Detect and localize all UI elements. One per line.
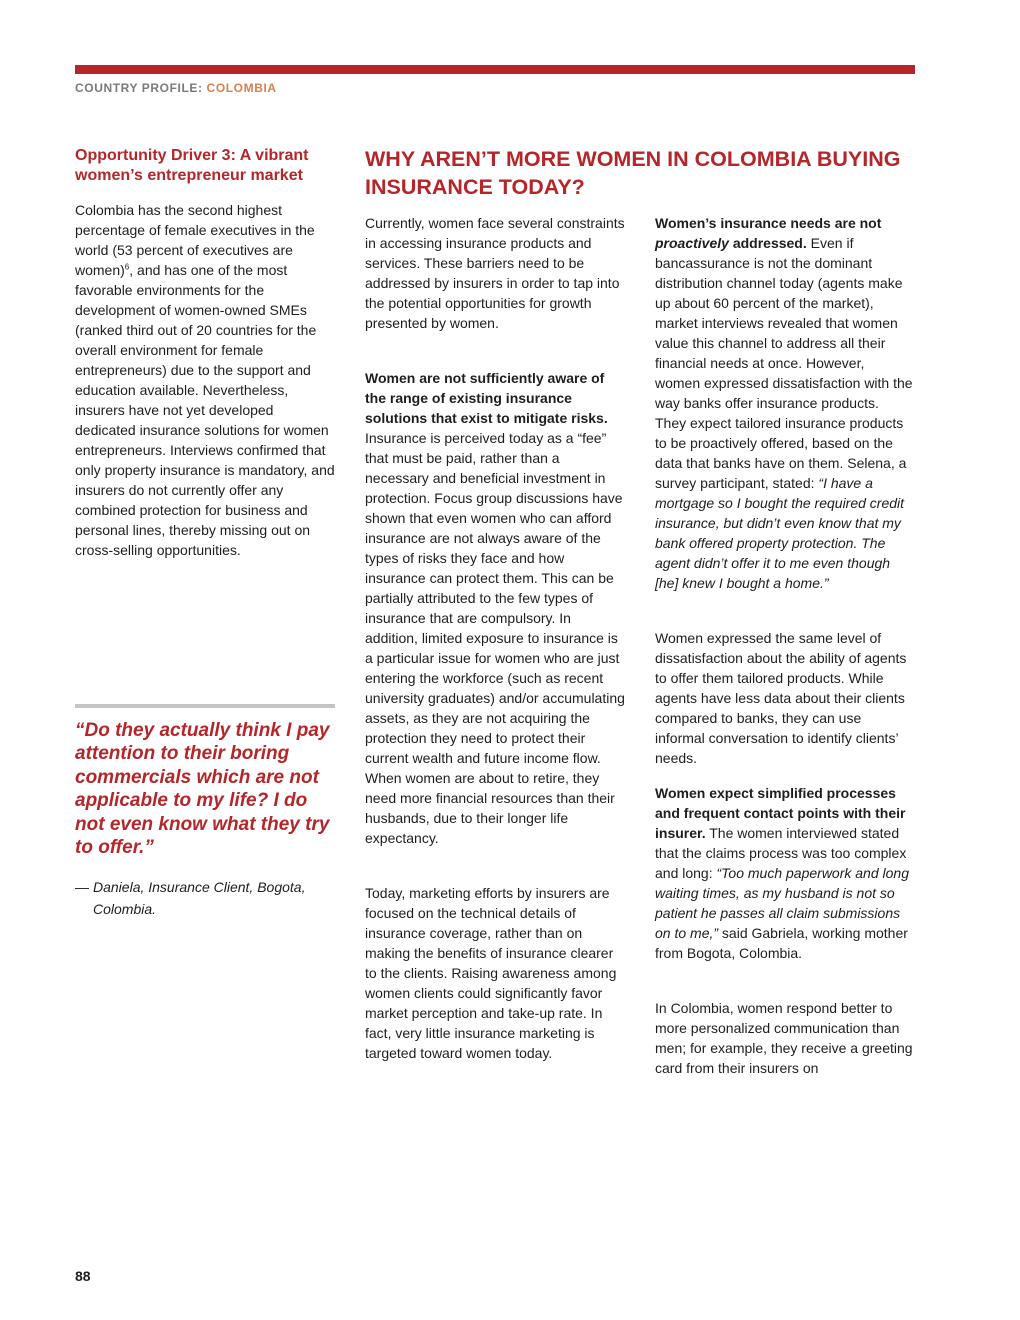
paragraph-proactive-needs — [655, 213, 913, 593]
awareness-text: Insurance is perceived today as a “fee” that must be paid, rather than a necessary and beneficial investment in protection. Focus group discussions have shown that even women who can afford insurance are not always aware of the types of risks they face and how insurance can protect them. This can be partially attributed to the few types of insurance that are compulsory. In addition, limited exposure to insurance is a particular issue for women who are just entering the workforce (such as recent university graduates) and/or accumulating assets, as they are not acquiring the protection they need to protect their current wealth and future income flow. When women are about to retire, they need more financial resources than their husbands, due to their longer life expectancy. — [365, 430, 625, 846]
needs-heading-emphasis: proactively — [655, 235, 729, 251]
paragraph-intro: Currently, women face several constraints in accessing insurance products and services. These barriers need to be addressed by insurers in order to tap into the potential opportunities for growth presented by women. — [365, 215, 625, 331]
processes-text-b: said Gabriela, working mother from Bogota, Colombia. — [655, 925, 908, 961]
opportunity-driver-title: Opportunity Driver 3: A vibrant women’s entrepreneur market — [75, 147, 309, 184]
attribution-dash: — — [75, 879, 89, 895]
processes-text-a: The women interviewed stated that the claims process was too complex and long: — [655, 825, 907, 881]
attribution-line-1: Daniela, Insurance Client, Bogota, — [93, 879, 306, 895]
header-accent-bar — [75, 65, 915, 74]
needs-heading-a: Women’s insurance needs are not — [655, 215, 882, 231]
paragraph-marketing: Today, marketing efforts by insurers are focused on the technical details of insurance coverage, rather than on making the benefits of insurance clearer to the clients. Raising awareness among women clients could significantly favor market perception and take-up rate. In fact, very little insurance marketing is targeted toward women today. — [365, 885, 617, 1061]
attribution-line-2: Colombia. — [93, 901, 157, 917]
driver-body-part1: Colombia has the second highest percentage of female executives in the world (53 percent of executives are women) — [75, 202, 315, 278]
gabriela-quote: “Too much paperwork and long waiting times, as my husband is not so patient he passes all claim submissions on to me,” — [655, 865, 909, 941]
awareness-heading: Women are not sufficiently aware of the range of existing insurance solutions that exist to mitigate risks. — [365, 370, 608, 426]
pull-quote-divider — [75, 704, 335, 708]
paragraph-awareness — [365, 368, 627, 848]
pull-quote: “Do they actually think I pay attention to their boring commercials which are not applicable to my life? I do not even know what they try to offer.” — [75, 720, 330, 859]
footnote-marker: 6 — [124, 262, 130, 272]
needs-heading-b: addressed. — [728, 235, 807, 251]
section-kicker — [75, 81, 277, 95]
needs-text: Even if bancassurance is not the dominant distribution channel today (agents make up about 60 percent of the market), market interviews revealed that women value this channel to address all their financial needs at once. However, women expressed dissatisfaction with the way banks offer insurance products. They expect tailored insurance products to be proactively offered, based on the data that banks have on them. Selena, a survey participant, stated: — [655, 235, 913, 491]
kicker-label: COUNTRY PROFILE: — [75, 81, 207, 95]
paragraph-simplified-processes — [655, 783, 917, 963]
paragraph-agents: Women expressed the same level of dissatisfaction about the ability of agents to offer them tailored products. While agents have less data about their clients compared to banks, they can use informal conversation to identify clients’ needs. — [655, 630, 907, 766]
kicker-country: COLOMBIA — [206, 81, 277, 95]
page-number: 88 — [75, 1268, 91, 1284]
section-title: WHY AREN’T MORE WOMEN IN COLOMBIA BUYING INSURANCE TODAY? — [365, 147, 901, 199]
driver-body-part2: , and has one of the most favorable environments for the development of women-owned SMEs (ranked third out of 20 countries for the overall environment for female entrepreneurs) due to the support and education available. Nevertheless, insurers have not yet developed dedicated insurance solutions for women entrepreneurs. Interviews confirmed that only property insurance is mandatory, and insurers do not currently offer any combined protection for business and personal lines, thereby missing out on cross-selling opportunities. — [75, 262, 335, 558]
paragraph-personalized-communication: In Colombia, women respond better to more personalized communication than men; for example, they receive a greeting card from their insurers on — [655, 1000, 913, 1076]
selena-quote: “I have a mortgage so I bought the required credit insurance, but didn’t even know that my bank offered property protection. The agent didn’t offer it to me even though [he] knew I bought a home.” — [655, 475, 905, 591]
quote-attribution — [75, 876, 337, 920]
opportunity-driver-body — [75, 200, 337, 560]
processes-heading: Women expect simplified processes and frequent contact points with their insurer. — [655, 785, 906, 841]
